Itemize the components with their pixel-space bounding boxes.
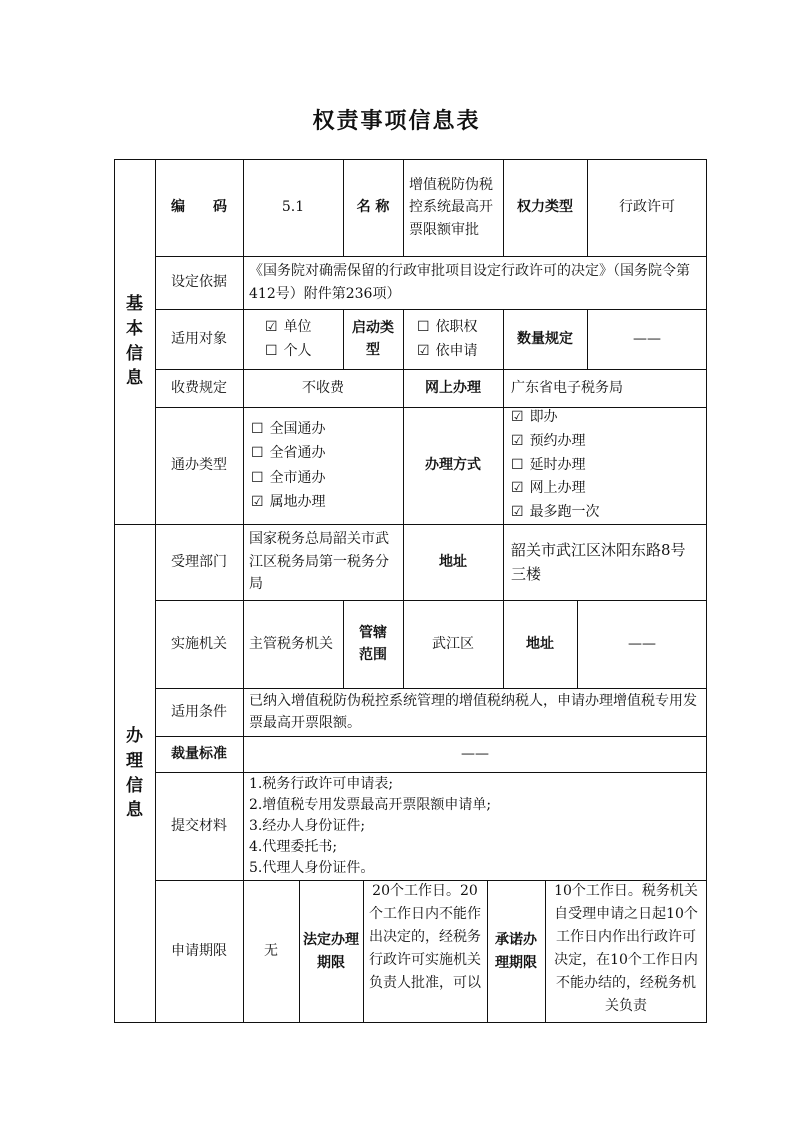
start-type-label: 启动类型 <box>352 319 394 358</box>
method-label: 办理方式 <box>425 457 481 474</box>
section-handle-text: 办理信息 <box>126 726 143 821</box>
universal-label: 通办类型 <box>171 457 227 474</box>
page-title: 权责事项信息表 <box>312 108 481 134</box>
scope-label: 管辖范围 <box>359 624 387 663</box>
period-label: 申请期限 <box>171 943 227 960</box>
standard-value: —— <box>461 745 489 762</box>
materials-list <box>243 772 707 880</box>
basis-value: 《国务院对确需保留的行政审批项目设定行政许可的决定》（国务院令第412号）附件第236项） <box>249 263 690 302</box>
org-address-value: —— <box>628 635 656 652</box>
name-value: 增值税防伪税控系统最高开票限额审批 <box>409 176 493 238</box>
name-label: 名 称 <box>356 199 390 216</box>
checkbox-provincial[interactable]: ☐ 全省通办 <box>251 441 326 466</box>
org-address-label: 地址 <box>526 635 554 652</box>
target-options <box>243 309 343 369</box>
fee-value: 不收费 <box>302 379 344 396</box>
checkbox-unit[interactable]: ☑ 单位 <box>265 315 312 340</box>
promise-period-value: 10个工作日。税务机关自受理申请之日起10个工作日内作出行政许可决定，在10个工作日内不能办结的，经税务机关负责 <box>554 883 698 1015</box>
code-label: 编 码 <box>171 199 227 216</box>
online-label: 网上办理 <box>425 379 481 396</box>
standard-label: 裁量标准 <box>171 745 227 762</box>
legal-period-label: 法定办理期限 <box>303 932 359 971</box>
code-value: 5.1 <box>281 199 305 216</box>
checkbox-by-application[interactable]: ☑ 依申请 <box>417 339 478 364</box>
period-value: 无 <box>264 943 278 960</box>
material-item: 2.增值税专用发票最高开票限额申请单; <box>249 796 492 813</box>
material-item: 5.代理人身份证件。 <box>249 859 375 876</box>
materials-label: 提交材料 <box>171 817 227 834</box>
dept-value: 国家税务总局韶关市武江区税务局第一税务分局 <box>249 531 389 593</box>
condition-label: 适用条件 <box>171 703 227 720</box>
checkbox-appointment[interactable]: ☑ 预约办理 <box>511 430 586 454</box>
section-basic-label <box>114 159 155 524</box>
scope-value: 武江区 <box>432 635 474 652</box>
quantity-label: 数量规定 <box>517 330 573 347</box>
universal-options <box>243 407 403 524</box>
promise-period-label: 承诺办理期限 <box>495 932 537 971</box>
checkbox-online[interactable]: ☑ 网上办理 <box>511 477 586 501</box>
checkbox-local[interactable]: ☑ 属地办理 <box>251 490 326 515</box>
fee-label: 收费规定 <box>171 379 227 396</box>
checkbox-instant[interactable]: ☑ 即办 <box>511 406 558 430</box>
material-item: 1.税务行政许可申请表; <box>249 775 394 792</box>
online-value: 广东省电子税务局 <box>511 379 623 396</box>
org-value: 主管税务机关 <box>249 635 333 652</box>
quantity-value: —— <box>633 330 661 347</box>
checkbox-individual[interactable]: ☐ 个人 <box>265 339 312 364</box>
condition-value: 已纳入增值税防伪税控系统管理的增值税纳税人，申请办理增值税专用发票最高开票限额。 <box>249 692 697 731</box>
checkbox-one-visit[interactable]: ☑ 最多跑一次 <box>511 501 600 525</box>
checkbox-delayed[interactable]: ☐ 延时办理 <box>511 454 586 478</box>
material-item: 4.代理委托书; <box>249 838 338 855</box>
dept-address-label: 地址 <box>439 553 467 570</box>
checkbox-municipal[interactable]: ☐ 全市通办 <box>251 466 326 491</box>
power-type-value: 行政许可 <box>619 199 675 216</box>
checkbox-national[interactable]: ☐ 全国通办 <box>251 417 326 442</box>
basis-label: 设定依据 <box>171 274 227 291</box>
power-type-label: 权力类型 <box>517 199 573 216</box>
org-label: 实施机关 <box>171 635 227 652</box>
method-options <box>503 407 707 524</box>
target-label: 适用对象 <box>171 330 227 347</box>
checkbox-by-authority[interactable]: ☐ 依职权 <box>417 315 478 340</box>
dept-address-value: 韶关市武江区沐阳东路8号三楼 <box>511 541 686 583</box>
legal-period-value: 20个工作日。20个工作日内不能作出决定的，经税务行政许可实施机关负责人批准，可以 <box>369 883 481 992</box>
start-options <box>403 309 503 369</box>
material-item: 3.经办人身份证件; <box>249 817 366 834</box>
dept-label: 受理部门 <box>171 553 227 570</box>
section-basic-text: 基本信息 <box>126 294 143 389</box>
section-handle-label <box>114 524 155 1023</box>
